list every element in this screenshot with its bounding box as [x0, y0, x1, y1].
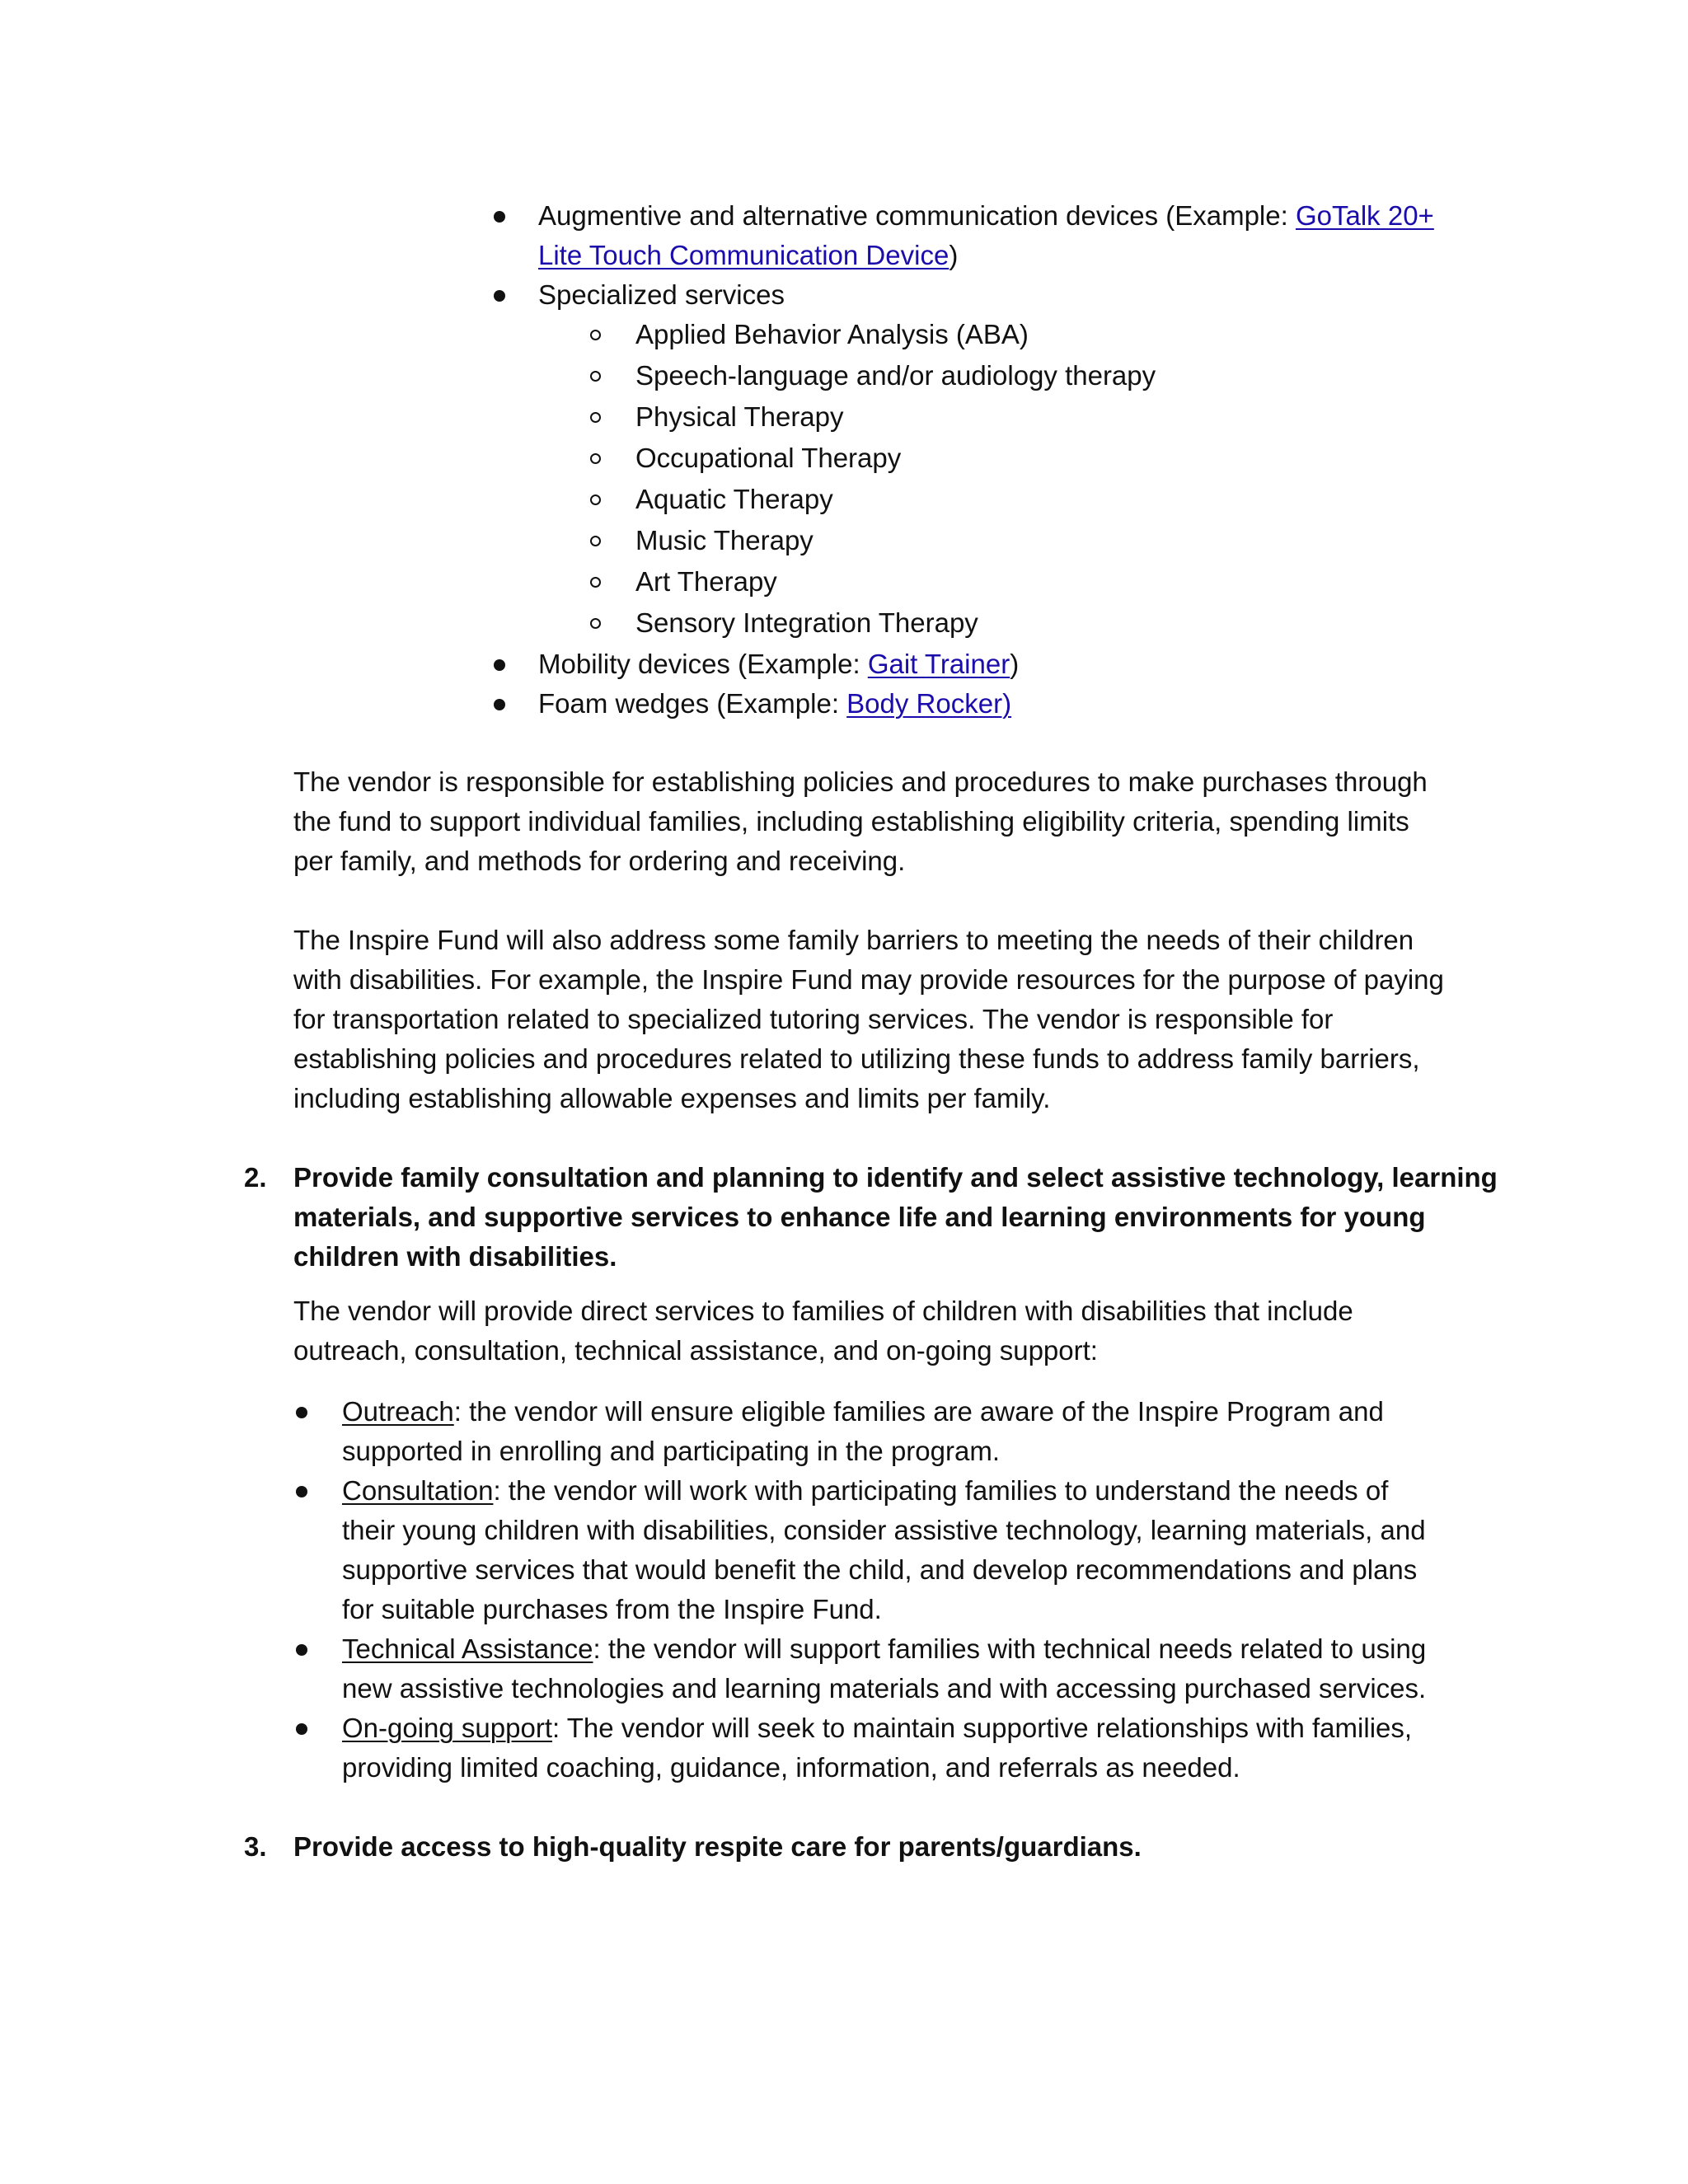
sub-item: Occupational Therapy [635, 443, 902, 473]
hollow-bullet-icon [590, 536, 601, 546]
section-heading: Provide family consultation and planning to identify and select assistive technology, learning [293, 1162, 1498, 1193]
bullet-icon [296, 1486, 307, 1497]
foam-text: Foam wedges (Example: [538, 688, 847, 719]
hollow-bullet-icon [590, 453, 601, 464]
ongoing-support-term: On-going support [342, 1713, 552, 1743]
list-item-aac [538, 196, 1434, 236]
list-item-mobility [538, 644, 1019, 684]
bullet-icon [494, 699, 505, 710]
section-heading: materials, and supportive services to enhance life and learning environments for young [293, 1202, 1426, 1232]
hollow-bullet-icon [590, 412, 601, 423]
outreach-term: Outreach [342, 1396, 454, 1427]
service-item-line: new assistive technologies and learning materials and with accessing purchased services. [342, 1673, 1427, 1704]
aac-suffix: ) [949, 240, 959, 270]
service-item-outreach [342, 1392, 1384, 1432]
service-item-technical-assistance [342, 1629, 1426, 1669]
service-item-consultation [342, 1471, 1388, 1511]
paragraph-line: per family, and methods for ordering and receiving. [293, 846, 906, 876]
sub-item: Aquatic Therapy [635, 484, 833, 514]
aac-text: Augmentive and alternative communication devices (Example: [538, 200, 1296, 231]
hollow-bullet-icon [590, 494, 601, 505]
bullet-icon [494, 659, 505, 671]
sub-item: Speech-language and/or audiology therapy [635, 360, 1156, 391]
paragraph-line: outreach, consultation, technical assistance, and on-going support: [293, 1335, 1098, 1366]
ongoing-support-text: : The vendor will seek to maintain supportive relationships with families, [552, 1713, 1413, 1743]
hollow-bullet-icon [590, 618, 601, 629]
sub-item: Music Therapy [635, 525, 814, 555]
sub-item: Art Therapy [635, 566, 777, 597]
bullet-icon [296, 1644, 307, 1656]
sub-item: Sensory Integration Therapy [635, 607, 978, 638]
consultation-term: Consultation [342, 1475, 494, 1506]
service-item-line: their young children with disabilities, consider assistive technology, learning materials, and [342, 1515, 1426, 1545]
paragraph-line: for transportation related to specialized tutoring services. The vendor is responsible for [293, 1004, 1334, 1034]
technical-assistance-term: Technical Assistance [342, 1633, 593, 1664]
list-item-aac-cont [538, 236, 958, 275]
paragraph-line: with disabilities. For example, the Inspire Fund may provide resources for the purpose of paying [293, 964, 1444, 995]
hollow-bullet-icon [590, 371, 601, 382]
hollow-bullet-icon [590, 330, 601, 340]
paragraph-line: The Inspire Fund will also address some family barriers to meeting the needs of their children [293, 925, 1414, 955]
paragraph-line: including establishing allowable expenses and limits per family. [293, 1083, 1051, 1113]
body-rocker-link[interactable]: Body Rocker) [846, 688, 1012, 719]
paragraph-line: The vendor is responsible for establishing policies and procedures to make purchases through [293, 766, 1428, 797]
outreach-text: : the vendor will ensure eligible families are aware of the Inspire Program and [453, 1396, 1384, 1427]
technical-assistance-text: : the vendor will support families with technical needs related to using [593, 1633, 1427, 1664]
section-heading: children with disabilities. [293, 1241, 617, 1272]
list-item-specialized [538, 275, 785, 315]
service-item-ongoing-support [342, 1708, 1412, 1748]
mobility-suffix: ) [1010, 649, 1020, 679]
sub-item: Applied Behavior Analysis (ABA) [635, 319, 1029, 349]
bullet-icon [494, 290, 505, 302]
bullet-icon [296, 1407, 307, 1418]
service-item-line: supportive services that would benefit the child, and develop recommendations and plans [342, 1554, 1418, 1585]
gait-trainer-link[interactable]: Gait Trainer [867, 649, 1010, 679]
gotalk-link-cont[interactable]: Lite Touch Communication Device [538, 240, 950, 270]
service-item-line: providing limited coaching, guidance, information, and referrals as needed. [342, 1752, 1240, 1783]
bullet-icon [494, 211, 505, 223]
list-item-foam [538, 684, 1011, 724]
consultation-text: : the vendor will work with participating families to understand the needs of [493, 1475, 1389, 1506]
gotalk-link[interactable]: GoTalk 20+ [1295, 200, 1434, 231]
sub-item: Physical Therapy [635, 401, 844, 432]
section-number: 3. [244, 1831, 267, 1862]
mobility-text: Mobility devices (Example: [538, 649, 868, 679]
service-item-line: supported in enrolling and participating in the program. [342, 1436, 1000, 1466]
section-heading: Provide access to high-quality respite care for parents/guardians. [293, 1831, 1142, 1862]
section-number: 2. [244, 1162, 267, 1193]
service-item-line: for suitable purchases from the Inspire Fund. [342, 1594, 882, 1624]
paragraph-line: the fund to support individual families, including establishing eligibility criteria, spending limits [293, 806, 1409, 837]
hollow-bullet-icon [590, 577, 601, 588]
bullet-icon [296, 1723, 307, 1735]
paragraph-line: The vendor will provide direct services to families of children with disabilities that include [293, 1296, 1353, 1326]
paragraph-line: establishing policies and procedures related to utilizing these funds to address family barriers, [293, 1043, 1420, 1074]
specialized-label: Specialized services [538, 279, 785, 310]
